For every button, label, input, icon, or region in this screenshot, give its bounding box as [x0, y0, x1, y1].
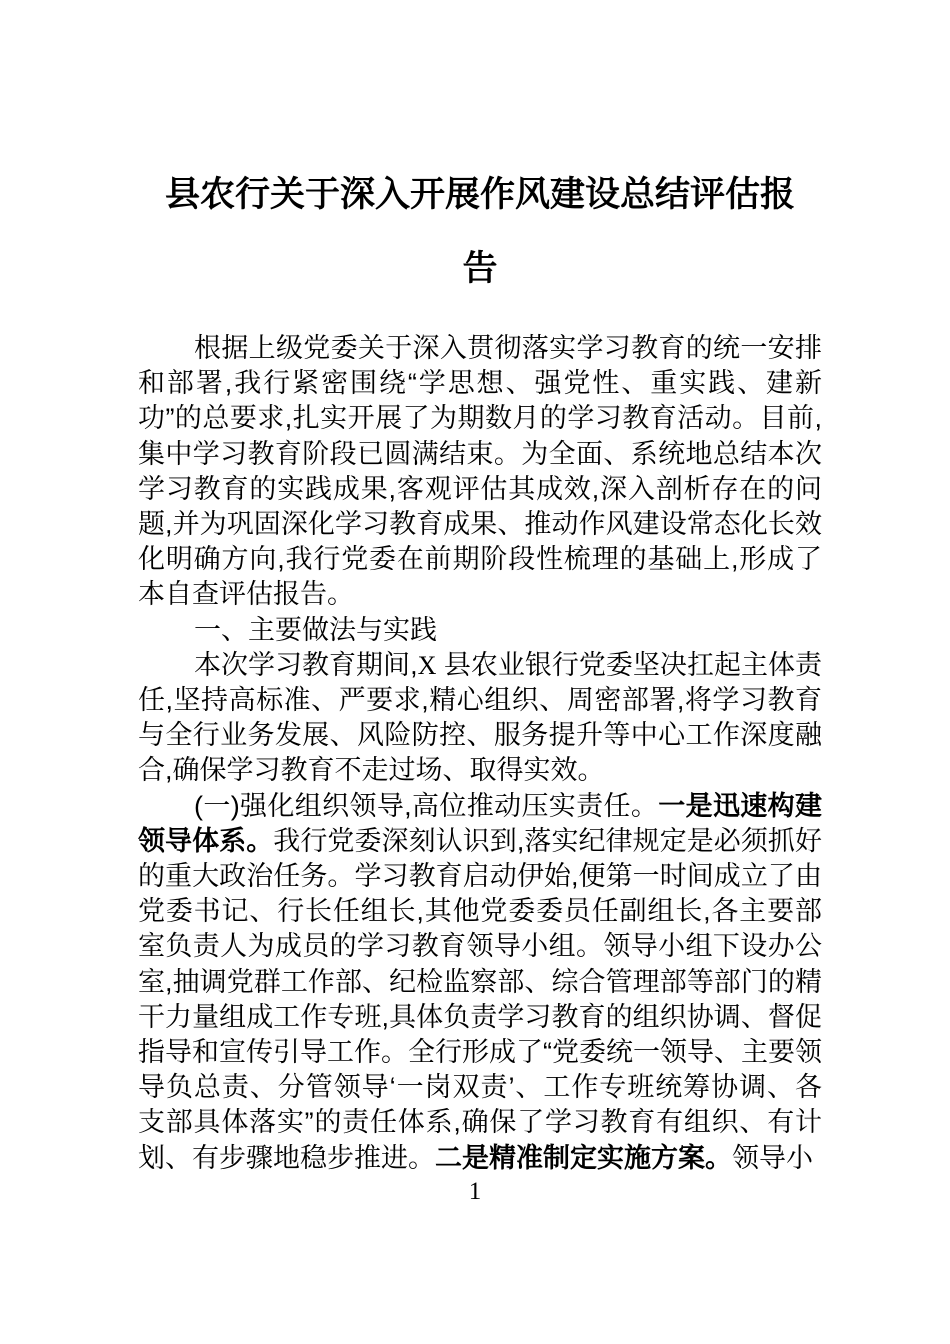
emphasis-run-two: 二是精准制定实施方案。 [435, 1142, 732, 1173]
paragraph-section-1-body [138, 648, 822, 789]
placeholder-county-letter: X [417, 650, 437, 680]
document-body [138, 331, 822, 1176]
paragraph-subsection-1 [138, 789, 822, 1176]
text-run: 县农业银行党委坚决扛起主体责任,坚持高标准、严要求,精心组织、周密部署,将学习教育与全行业务发展、风险防控、服务提升等中心工作深度融合,确保学习教育不走过场、取得实效。 [138, 649, 822, 786]
page-number: 1 [468, 1178, 482, 1205]
emphasis-run-one: 一是迅速构建领导体系。 [138, 790, 823, 856]
title-line-1: 县农行关于深入开展作风建设总结评估报 [164, 175, 795, 214]
page-title [138, 158, 822, 306]
text-run: 领导小 [732, 1142, 813, 1173]
text-run: 我行党委深刻认识到,落实纪律规定是必须抓好的重大政治任务。学习教育启动伊始,便第一时间成立了由党委书记、行长任组长,其他党委委员任副组长,各主要部室负责人为成员的学习教育领导小组。领导小组下设办公室,抽调党群工作部、纪检监察部、综合管理部等部门的精干力量组成工作专班,具体负责学习教育的组织协调、督促指导和宣传引导工作。全行形成了“党委统一领导、主要领导负总责、分管领导‘一岗双责’、工作专班统筹协调、各支部具体落实”的责任体系,确保了学习教育有组织、有计划、有步骤地稳步推进。 [138, 825, 822, 1173]
paragraph-intro: 根据上级党委关于深入贯彻落实学习教育的统一安排和部署,我行紧密围绕“学思想、强党性、重实践、建新功”的总要求,扎实开展了为期数月的学习教育活动。目前,集中学习教育阶段已圆满结束。为全面、系统地总结本次学习教育的实践成果,客观评估其成效,深入剖析存在的问题,并为巩固深化学习教育成果、推动作风建设常态化长效化明确方向,我行党委在前期阶段性梳理的基础上,形成了本自查评估报告。 [138, 333, 822, 610]
section-heading-1: 一、主要做法与实践 [194, 614, 437, 645]
title-line-2: 告 [462, 249, 498, 288]
text-run: (一)强化组织领导,高位推动压实责任。 [194, 790, 659, 821]
text-run: 本次学习教育期间, [194, 649, 418, 680]
